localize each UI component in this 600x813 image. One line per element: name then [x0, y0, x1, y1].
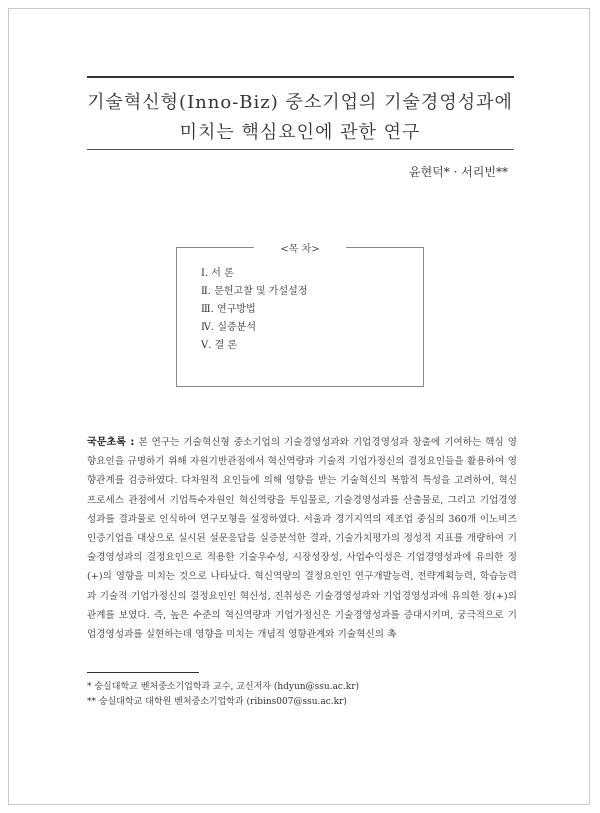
- toc-item: Ⅰ. 서 론: [201, 268, 234, 279]
- title-top-rule: [87, 76, 514, 78]
- footnote-rule: [87, 672, 199, 673]
- toc-item: Ⅴ. 결 론: [201, 340, 238, 351]
- toc-heading: <목 차>: [280, 244, 320, 255]
- toc-border-bottom: [176, 386, 424, 387]
- author-names: 윤현덕* · 서리빈**: [409, 165, 508, 179]
- paper-title-line-1: 기술혁신형(Inno-Biz) 중소기업의 기술경영성과에: [87, 92, 513, 113]
- toc-item: Ⅱ. 문헌고찰 및 가설설정: [201, 286, 308, 297]
- toc-list: [201, 265, 307, 355]
- toc-border-left: [176, 247, 177, 387]
- toc-border-right: [423, 247, 424, 387]
- abstract-text: 본 연구는 기술혁신형 중소기업의 기술경영성과와 기업경영성과 창출에 기여하는 핵심 영향요인을 규명하기 위해 자원기반관점에서 혁신역량과 기술적 기업가정신의 결정요인들을 활용하여 영향관계를 검증하였다. 다차원적 요인들에 의해 영향을 받는 기술혁신의 복합적 특성을 고려하여, 혁신프로세스 관점에서 기업특수자원인 혁신역량을 투입물로, 기술경영성과를 산출물로, 그리고 기업경영성과를 결과물로 인식하여 연구모형을 설정하였다. 서울과 경기지역의 제조업 중심의 360개 이노비즈 인증기업을 대상으로 실시된 설문응답을 실증분석한 결과, 기술가치평가의 정성적 지표를 개량하여 기술경영성과의 결정요인으로 적용한 기술우수성, 시장성장성, 사업수익성은 기업경영성과에 유의한 정(+)의 영향을 미치는 것으로 나타났다. 혁신역량의 결정요인인 연구개발능력, 전략계획능력, 학습능력과 기술적 기업가정신의 결정요인인 혁신성, 진취성은 기술경영성과와 기업경영성과에 유의한 정(+)의 관계를 보였다. 즉, 높은 수준의 혁신역량과 기업가정신은 기술경영성과를 증대시키며, 궁극적으로 기업경영성과를 실현하는데 영향을 미치는 개념적 영향관계와 기술혁신의 촉: [87, 437, 517, 641]
- paper-title-line-2: 미치는 핵심요인에 관한 연구: [179, 122, 421, 143]
- footnote-author-1: * 숭실대학교 벤처중소기업학과 교수, 교신저자 (hdyun@ssu.ac.kr): [87, 682, 360, 692]
- table-of-contents: [176, 236, 424, 386]
- abstract-paragraph: [87, 433, 517, 644]
- title-bottom-rule: [87, 149, 514, 150]
- toc-item: Ⅲ. 연구방법: [201, 304, 256, 315]
- abstract-label: 국문초록 :: [87, 437, 135, 448]
- toc-item: Ⅳ. 실증분석: [201, 322, 256, 333]
- footnote-author-2: ** 숭실대학교 대학원 벤처중소기업학과 (ribins007@ssu.ac.kr): [87, 697, 347, 707]
- footnotes: [87, 680, 359, 710]
